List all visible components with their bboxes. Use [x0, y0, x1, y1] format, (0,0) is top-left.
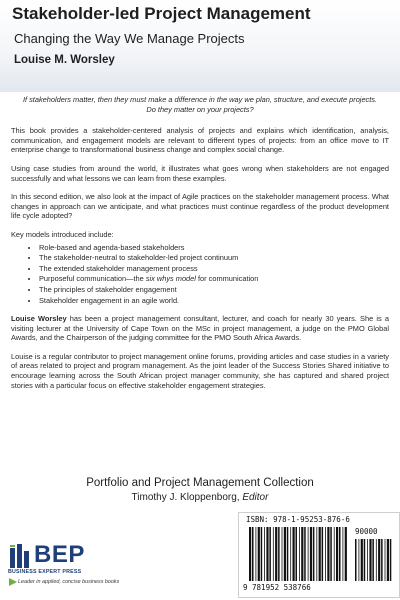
collection-name: Portfolio and Project Management Collection	[86, 477, 314, 489]
pull-quote: If stakeholders matter, then they must make a difference in the way we plan, structure, and execute projects. Do they matter on your projects?	[22, 95, 378, 114]
book-author: Louise M. Worsley	[14, 54, 115, 66]
list-item: • Role-based and agenda-based stakeholders	[39, 243, 389, 253]
isbn-text: ISBN: 978-1-95253-876-6	[246, 515, 350, 524]
list-item: • The extended stakeholder management process	[39, 264, 389, 274]
description-paragraph-2: Using case studies from around the world, it illustrates what goes wrong when stakeholders are not engaged successfully and what lessons we can learn from these examples.	[11, 163, 389, 183]
publisher-logo	[8, 541, 138, 591]
list-item: • Stakeholder engagement in an agile world.	[39, 296, 389, 306]
bio-author-name: Louise Worsley	[11, 314, 67, 324]
models-intro: Key models introduced include:	[11, 229, 114, 239]
tag-arrow-icon	[9, 578, 17, 586]
editor-role: Editor	[242, 492, 269, 503]
description-paragraph-1: This book provides a stakeholder-centered analysis of projects and explains which identification, analysis, communication, and engagement models are relevant to different types of projects: from an office move to IT enterprise change to transformational business change and complex social change.	[11, 126, 389, 155]
book-title: Stakeholder-led Project Management	[12, 4, 311, 23]
author-bio-1	[11, 314, 389, 343]
publisher-tagline: Leader in applied, concise business books	[18, 579, 120, 585]
description-paragraph-3: In this second edition, we also look at the impact of Agile practices on the stakeholder management process. What changes in approach can we anticipate, and what practices must continue regardless of the product development life cycle adopted?	[11, 192, 389, 221]
models-list	[11, 243, 389, 306]
list-item	[39, 274, 389, 284]
back-cover-text	[11, 92, 389, 399]
bio-text: has been a project management consultant, lecturer, and coach for nearly 30 years. She is a visiting lecturer at the University of Cape Town on the MSc in project management, a judge on the PMO Global Awards, and the Chairperson of the judging committee for the PMO South Africa Awards.	[11, 314, 389, 343]
list-item: • The stakeholder-neutral to stakeholder-led project continuum	[39, 253, 389, 263]
list-item-text: Purposeful communication—the	[39, 274, 146, 284]
publisher-name: BUSINESS EXPERT PRESS	[8, 569, 82, 575]
publisher-logo-text: BEP	[34, 541, 85, 568]
collection-editor	[0, 492, 400, 503]
editor-name: Timothy J. Kloppenborg,	[131, 492, 243, 503]
bep-logo-icon	[8, 542, 32, 568]
author-bio-2: Louise is a regular contributor to project management online forums, providing articles and case studies in a variety of areas related to project and program management. As the joint leader of the Success Stories Shared initiative to encourage learning across the South African project manager community, she has captured and shared project stories with a particular focus on effective stakeholder engagement strategies.	[11, 351, 389, 390]
header-band	[0, 0, 400, 92]
book-subtitle: Changing the Way We Manage Projects	[14, 31, 245, 46]
list-item-emphasis: six whys model	[145, 274, 196, 284]
isbn-barcode	[238, 512, 400, 598]
list-item-suffix: for communication	[195, 274, 259, 284]
list-item: • The principles of stakeholder engagement	[39, 285, 389, 295]
barcode-number: 9 781952 538766	[243, 583, 311, 592]
barcode-addon: 90000	[355, 527, 378, 536]
